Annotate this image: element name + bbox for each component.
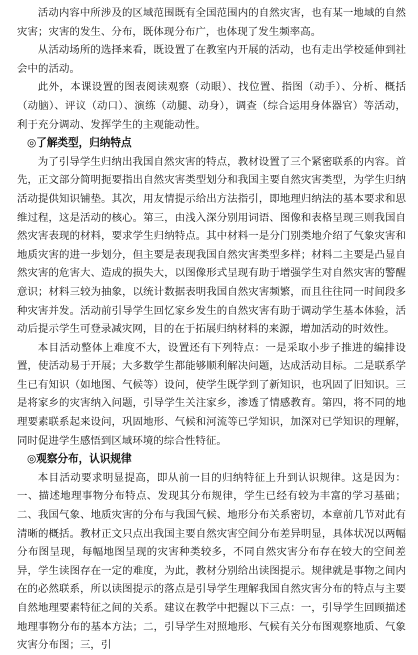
paragraph-content-scope: 活动内容中所涉及的区域范围既有全国范围内的自然灾害，也有某一地域的自然灾害；灾害的发生、分布，既体现分布广，也体现了发生频率高。 xyxy=(17,7,406,38)
section-heading-distribution-rules: ◎观察分布，认识规律 xyxy=(27,453,132,466)
paragraph-distribution-rules: 本目活动要求明显提高，即从前一目的归纳特征上升到认识规律。这是因为：一、描述地理事物分布特点、发现其分布规律，学生已经有较为丰富的学习基础；二、我国气象、地质灾害的分布与我国气候、地形分布关系密切，本章前几节对此有清晰的概括。教材正文只点出我国主要自然灾害空间分布差异明显，具体状况以两幅分布图呈现，每幅地图呈现的灾害种类较多，不同自然灾害分布存在较大的空间差异，学生读图存在一定的难度，为此，教材分别给出读图提示。规律就是事物之间内在的必然联系，所以读图提示的落点是引导学生理解我国自然灾害分布的特点与主要自然地理要素特征之间的关系。建议在教学中把握以下三点：一，引导学生回顾描述地理事物分布的基本方法；二，引导学生对照地形、气候有关分布图观察地质、气象灾害分布图；三，引 xyxy=(17,471,406,652)
document-page xyxy=(17,4,406,655)
paragraph-activity-difficulty: 本目活动整体上难度不大，设置还有下列特点：一是采取小步子推进的编排设置，使活动易于开展；大多数学生都能够顺利解决问题，达成活动目标。二是联系学生已有知识（如地图、气候等）设问，使学生既学到了新知识，也巩固了旧知识。三是将家乡的灾害纳入问题，引导学生关注家乡，渗透了情感教育。第四，将不同的地理要素联系起来设问，巩固地形、气候和河流等已学知识，加深对已学知识的理解，同时促进学生感悟到区域环境的综合性特征。 xyxy=(17,341,406,447)
paragraph-activity-types: 此外，本课设置的图表阅读观察（动眼）、找位置、指图（动手）、分析、概括（动脑）、评议（动口）、演练（动腿、动身），调查（综合运用身体器官）等活动，利于充分调动、发挥学生的主观能动性。 xyxy=(17,81,406,131)
section-heading-types-features: ◎了解类型，归纳特点 xyxy=(27,137,132,150)
paragraph-activity-venue: 从活动场所的选择来看，既设置了在教室内开展的活动，也有走出学校延伸到社会中的活动。 xyxy=(17,44,406,75)
paragraph-three-contents: 为了引导学生归纳出我国自然灾害的特点，教材设置了三个紧密联系的内容。首先，正文部分简明扼要指出自然灾害类型划分和我国主要自然灾害类型，为学生归纳活动提供知识铺垫。其次，用友情提示给出方法指引，即地理归纳法的基本要求和思维过程，这是活动的核心。第三，由浅入深分别用词语、图像和表格呈现三则我国自然灾害表现的材料，要求学生归纳特点。其中材料一是分门别类地介绍了气象灾害和地质灾害的进一步划分，但主要是表现我国自然灾害类型多样；材料二主要是凸显自然灾害的危害大、造成的损失大，以图像形式呈现有助于增强学生对自然灾害的警醒意识；材料三较为抽象，以统计数据表明我国自然灾害频繁，而且往往同一时间段多种灾害并发。活动前引导学生回忆家乡发生的自然灾害有助于调动学生基本体验，活动后提示学生可登录减灾网，目的在于拓展归纳材料的来源，增加活动的时效性。 xyxy=(17,155,406,336)
